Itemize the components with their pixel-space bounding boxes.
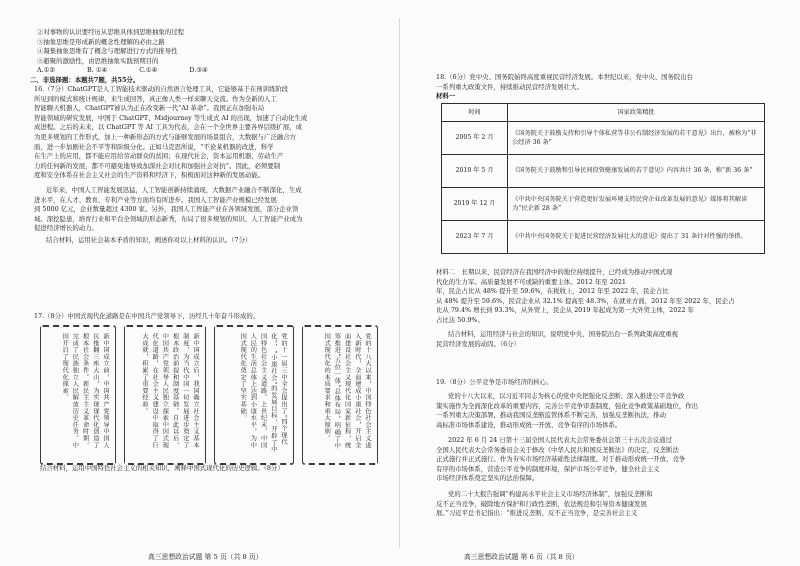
q17-stem: 17.（8分）中国式现代化道路是在中国共产党领导下，历经几十年奋斗形成的。 — [34, 312, 260, 320]
material-2-line: 年，民企占比从 48% 提升至 59.6%，在税收上，2012 年至 2022 年，民企占比 — [436, 287, 669, 296]
policy-desc: 《中共中央国务院关于促进民营经济发展壮大的意见》提出了 31 条针对性强的举措。 — [508, 221, 765, 254]
q16-para2-line: 到 5000 亿元，企业数量超过 4300 家。另外，我国人工智能产业在各领域发展，部分企业领 — [34, 205, 299, 214]
q19-para1-line: 一系列重大决策部署，推动我国反垄断监管体系不断完善，加强反垄断执法，推动 — [436, 411, 667, 420]
policy-table — [441, 103, 765, 254]
q19-para2-line: 全国人民代表大会常务委员会关于修改《中华人民共和国反垄断法》的决定，反垄断法 — [436, 445, 679, 454]
scroll-text: 新中国成立后，我国确立社会主义基本制度，为当代中国一切发展进步奠定了根本政治前提和制度基础。自此以后，中国共产党领导人民独立探索中国式现代化道路，在社会主义建设中取得了巨大成就，积累了重要经验。 — [140, 333, 199, 449]
option-line: ②对事物的认识要经历从思维具体到思维抽象的过程 — [37, 28, 184, 36]
option-line: ④凝集抽象思维有了概念与理解进行方式的推导性 — [37, 47, 178, 55]
q18-stem-line: 18.（6分）党中央、国务院始终高度重视民营经济发展。本世纪以来，党中央、国务院出台 — [436, 73, 694, 81]
material-2-line: 占比达 50.9%。 — [436, 316, 484, 324]
q19-para2-line: 正式施行并正式施行。作为夯实市场经济基础性法律制度，对于推动形成统一开放、竞争 — [436, 455, 686, 464]
column-header-policy: 国家政策精批 — [508, 104, 765, 122]
policy-desc: 《国务院关于鼓励和引导民间投资健康发展的若干意见》内容共计 36 条，称“新 36 条” — [508, 155, 765, 188]
section-header: 二、非选择题：本题共7题，共55分。 — [30, 75, 140, 84]
q16-line: 面，进一步加剧社会不平等和阶级分化。正如马克思所说，“不论某机器的改进，科学 — [34, 142, 274, 151]
history-scroll-2 — [124, 325, 206, 465]
page-footer: 高三思想政治试题 第 6 页（共 8 页） — [464, 553, 579, 561]
q16-line: 成进程。之后的未来，以 ChatGPT 等 AI 工具为代表，会在一个全世界主要各界层级扩展，成 — [34, 123, 302, 132]
q16-line: 智能领域的研究发展，中国于 ChatGPT、Midjourney 等生成式 AI 的出现，加速了自动化生成 — [34, 113, 308, 122]
policy-desc: 《国务院关于鼓励支持和引导个体私营等非公有制经济发展的若干意见》出台，被称为“非公经济 36 条” — [508, 122, 765, 155]
q18-prompt-line: 民营经济发展的动因。（6分） — [436, 339, 520, 348]
scroll-text: 党的十一届三中全会提出了“四个现代化”，“小康社会”的发展目标，开辟了中国特色社会主义道路。上世纪末，中国人民的生活总体上达到小康水平，为中国式现代化奠定了坚实基础。 — [239, 333, 287, 454]
q19-para2-line: 市场经济体系奠定坚实的法治保障。 — [436, 474, 539, 483]
q16-para2-line: 域、深挖隐患，培育行业和平台全领域的形态新秀，布局了很多规划的知识，人工智能产业成为 — [34, 214, 303, 223]
policy-desc: 《中共中央国务院关于营造更好发展环境支持民营企业改革发展的意见》媒体将其解读为“民企新 28 条” — [508, 188, 765, 221]
q16-line: 度和安全体系在社会主义社会的生产资料和经济下，积极面对这种新的发展动能。 — [34, 171, 265, 180]
table-row — [442, 155, 765, 188]
q16-para2-line: 促进经济增长的动力。 — [34, 224, 98, 233]
policy-year: 2005 年 2 月 — [442, 122, 508, 155]
q18-stem-line: 一系列重大政策文件，持续推动民营经济发展壮大。 — [436, 82, 583, 91]
answer-choices: A.①② B. ①④ C.①④ D.③④ — [37, 66, 208, 74]
q16-line: 智能聊天机器人，ChatGPT被认为正在改变新一代“AI 革命”。我国正在加强布局 — [34, 104, 265, 113]
policy-year: 2010 年 5 月 — [442, 155, 508, 188]
q16-line: 为更多规划的工作形式，加上一种新形态的方式与能够发展的场景组合，大数据与广泛融合方 — [34, 133, 297, 141]
material-2-line: 代化的生力军。高质量发展不可或缺的重要主体。2012 年至 2021 — [436, 277, 626, 286]
q19-para1-line: 党的十八大以来，以习近平同志为核心的党中央把强化反垄断、深入推进公平竞争政 — [448, 392, 685, 400]
q16-para2-line: 近年来，中国人工智能发展迅猛，人工智能创新持续涌现，大数据产业融合不断深化，生成 — [46, 186, 302, 194]
q19-para1-line: 策实施作为全面深化改革的重要内容，完善公平竞争审查制度，强化竞争政策基础地位，作出 — [436, 401, 699, 410]
q16-line: 所见到的模式和统计规律，来生成回答，真正像人类一样来聊天交流。作为全新的人工 — [34, 94, 277, 103]
q16-para2-line: 进水平，在人才、教育、专利产业等方面均有所进步。我国人工智能产业规模已经发展 — [34, 195, 277, 204]
table-row — [442, 221, 765, 254]
policy-year: 2019 年 12 月 — [442, 188, 508, 221]
scroll-text: 党的十八大以来，中国特色社会主义进入新时代，全面建成小康社会，开启全面建设社会主义现代化国家新征程，统筹推进“五位一体”总体布局，明确了中国式现代化的本质要求和重大原则。 — [323, 333, 371, 450]
history-scroll-4 — [302, 325, 378, 465]
material-2-line: 从 48% 提升至 59.6%，民营企业从 32.1% 提高至 48.3%，在就业方面，2012 年至 2022 年，民企占 — [436, 296, 735, 305]
material-2-line: 材料二 长期以来，民营经济在我国经济中的地位持续提升，已经成为推动中国式现 — [436, 268, 673, 276]
q19-para2-line: 有序的市场体系，营造公平竞争的制度环境，保护市场公平竞争，健全社会主义 — [436, 464, 660, 473]
scroll-text: 新中国成立前，中国共产党领导中国人民推翻三座大山，为实现现代化创造了根本社会条件。新民主主义革命时期，完成了民族独立人民解放历史任务。中国开启了现代化探索。 — [61, 333, 109, 449]
q19-para3-line: 反不正当竞争，破除地方保护和行政性垄断，依法规范和引导资本健康发展 — [436, 499, 647, 508]
material-2-line: 比从 79.4% 增长到 93.3%，从外贸上，民企从 2019 年起成为第一大外贸主体，2022 年 — [436, 306, 694, 315]
q16-line: 力的任何新的发展，都不可避免地导致加深社会对比和加强社会对抗”。因此，必须要制 — [34, 161, 281, 170]
material-1-label: 材料一 — [436, 92, 456, 100]
q19-stem: 19.（8分）公平竞争是市场经济的核心。 — [436, 378, 553, 386]
q19-para3-line: 党的二十大报告强调“构建高水平社会主义市场经济体制”，加强反垄断和 — [448, 490, 653, 498]
q17-prompt: 结合材料，运用中国特色社会主义的相关知识，阐释中国式现代化的历史逻辑。（8分） — [40, 464, 284, 472]
table-header-row — [442, 104, 765, 122]
q16-line: 16.（7分）ChatGPT是人工智能技术驱动的自然语言处理工具，它能够基于在预训练阶段 — [34, 85, 289, 93]
column-header-time: 时间 — [442, 104, 508, 122]
q19-para3-line: 展。”习近平总书记指出：“推进反垄断、反不正当竞争，是完善社会主义 — [436, 509, 638, 518]
page-footer: 高三思想政治试题 第 5 页（共 8 页） — [148, 553, 263, 561]
q19-para1-line: 高标准市场体系建设，推动形成统一开放、竞争有序的市场体系。 — [436, 420, 622, 429]
table-row — [442, 122, 765, 155]
q18-prompt-line: 结合材料，运用经济与社会的知识，说明党中央、国务院出台一系列政策高度重视 — [448, 330, 679, 338]
table-row — [442, 188, 765, 221]
exam-page-6 — [400, 0, 800, 566]
history-scroll-3 — [214, 325, 294, 465]
policy-year: 2023 年 7 月 — [442, 221, 508, 254]
q16-prompt: 结合材料，运用社会基本矛盾的知识，阐述你对以上材料的认识。（7分） — [46, 236, 252, 244]
option-line: ⑤避聚的激励性，由思维抽象实践预期目的 — [37, 56, 159, 65]
option-line: ③抽象思维是形成新的概念性理解的必由之路 — [37, 37, 165, 46]
q16-line: 在生产上的应用，都不能应用给劳动群众的贫困；在现代社会，资本运用机器，劳动生产 — [34, 152, 284, 161]
history-scroll-1 — [40, 325, 116, 465]
q19-para2-line: 2022 年 6 月 24 日第十三届全国人民代表大会常务委员会第三十五次会议通过 — [448, 436, 672, 444]
